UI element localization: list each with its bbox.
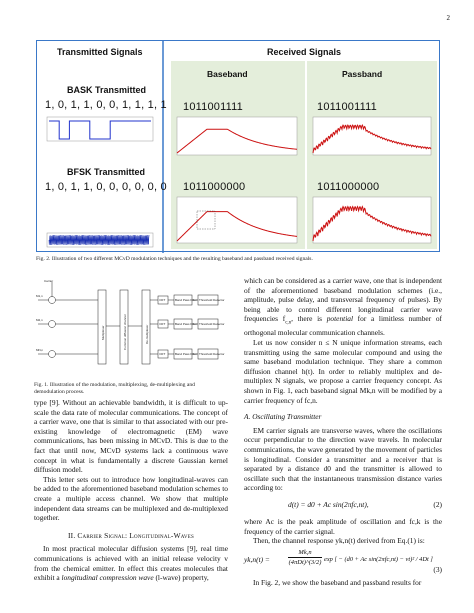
baseband-label: Baseband bbox=[207, 69, 248, 79]
threshold-label-3: Threshold Detector bbox=[199, 352, 225, 356]
left-column bbox=[34, 398, 228, 583]
right-para-4: where Ac is the peak amplitude of oscillation and fc,k is the frequency of the carrier signal. bbox=[244, 516, 442, 536]
threshold-label-1: Threshold Detector bbox=[199, 298, 225, 302]
passband-label: Passband bbox=[342, 69, 383, 79]
figure-1-diagram bbox=[34, 278, 225, 378]
channel-label: Common diffusion channel bbox=[123, 314, 127, 350]
rx-plot-top-base bbox=[177, 117, 297, 155]
figure-1 bbox=[34, 278, 225, 378]
bpf-label-1: Band Pass Filter bbox=[175, 298, 198, 302]
mn-label: MN,n bbox=[36, 348, 44, 352]
eq3-frac-num: Mk,n bbox=[288, 548, 322, 559]
rx-bits-bottom-pass: 1011000000 bbox=[317, 181, 380, 193]
right-para-1: which can be considered as a carrier wave, one that is independent of the aforementioned baseband modulation schemes (i.e., amplitude, pulse delay, and transversal frequency of pulses). By being able to control different longitudinal carrier wave frequencies $f_{c,n}$, there is potential for a limitless number of orthogonal molecular communication channels. bbox=[244, 276, 442, 338]
bask-label: BASK Transmitted bbox=[67, 85, 147, 95]
eq3-number: (3) bbox=[433, 564, 442, 574]
eq3-lhs: yk,n(t) = bbox=[244, 554, 270, 564]
page-number: 2 bbox=[446, 14, 450, 22]
figure-1-caption: Fig. 1. Illustration of the modulation, multiplexing, de-multiplexing and demodulation process. bbox=[34, 382, 195, 395]
demux-label: De-multiplexer bbox=[145, 324, 149, 344]
bfsk-label: BFSK Transmitted bbox=[67, 167, 146, 177]
figure-2-caption: Fig. 2. Illustration of two different MCvD modulation techniques and the resulting baseband and passband received signals. bbox=[36, 256, 313, 262]
bask-bits: 1, 0, 1, 1, 0, 0, 1, 1, 1, 1 bbox=[45, 99, 167, 111]
left-para-1: type [9]. Without an achievable bandwidth, it is difficult to up-scale the data rate of molecular communications. The concept of a carrier wave, one that is similar to that associated with our pre-existing knowledge of electromagnetic (EM) wave communications, has been missing in MCvD. This is due to the fact that until now, MCvD systems lack a continuous wave concept in what is fundamentally a discrete Gaussian kernel diffusion model. bbox=[34, 398, 228, 475]
right-para-3: EM carrier signals are transverse waves, where the oscillations occur perpendicular to the direction wave travels. In molecular communications, the wave generated by the movement of particles is longitudinal. Consider a transmitter and a receiver that is separated by a distance d0 and the transmitter is allowed to oscillate such that the instantaneous transmission distance varies according to: bbox=[244, 425, 442, 493]
right-para-2: Let us now consider n ≤ N unique information streams, each transmitting using the same molecular compound and using the same baseband modulation technique. They share a common diffusion channel h(t). In order to reliably multiplex and de-multiplex N signals, we propose a carrier frequency concept. As shown in Fig. 1, each baseband signal Mk,n will be modified by a carrier frequency of fc,n. bbox=[244, 338, 442, 405]
rx-bits-bottom-base: 1011000000 bbox=[183, 181, 246, 193]
eq3-frac bbox=[288, 548, 322, 568]
bpf-label-3: Band Pass Filter bbox=[175, 352, 198, 356]
transmitted-title: Transmitted Signals bbox=[57, 47, 143, 57]
rx-plot-top-pass bbox=[313, 117, 431, 155]
received-title: Received Signals bbox=[267, 47, 342, 57]
rx-bits-top-base: 1011001111 bbox=[183, 101, 243, 113]
left-para-3: In most practical molecular diffusion systems [9], real time communications is achieved with an initial release velocity v from the chemical emitter. In effect this creates molecules that exhibit a longitudinal compression wave (l-wave) property, bbox=[34, 544, 228, 583]
bpf-label-2: Band Pass Filter bbox=[175, 322, 198, 326]
m2-label: M2,n bbox=[36, 318, 43, 322]
subsection-title: A. Oscillating Transmitter bbox=[244, 412, 322, 422]
figure-2 bbox=[36, 40, 440, 252]
dft-label-2: DFT bbox=[159, 322, 166, 326]
rx-plot-bottom-base bbox=[177, 197, 297, 243]
dft-label-3: DFT bbox=[159, 352, 166, 356]
rx-bits-top-pass: 1011001111 bbox=[317, 101, 377, 113]
bfsk-bits: 1, 0, 1, 1, 0, 0, 0, 0, 0, 0 bbox=[45, 181, 167, 193]
bfsk-plot bbox=[47, 233, 153, 247]
equation-3 bbox=[244, 548, 442, 576]
eq3-frac-den: (4πDt)^(3/2) bbox=[288, 559, 322, 567]
eq2-body: d(t) = d0 + Ac sin(2πfc,nt), bbox=[288, 499, 369, 509]
rx-plot-bottom-pass bbox=[313, 197, 431, 243]
equation-2 bbox=[244, 496, 442, 514]
right-column bbox=[244, 276, 442, 587]
left-para-2: This letter sets out to introduce how longitudinal-waves can be added to the aforementioned baseband modulation schemes to create a multiple access channel. We show that multiple independent data streams can be multiplexed and de-multiplexed together. bbox=[34, 474, 228, 523]
multiplexer-label: Multiplexer bbox=[101, 325, 105, 340]
bask-plot bbox=[47, 117, 153, 141]
threshold-label-2: Threshold Detector bbox=[199, 322, 225, 326]
right-para-6: In Fig. 2, we show the baseband and passband results for bbox=[253, 577, 422, 587]
m1-label: M1,n bbox=[36, 294, 43, 298]
eq3-exp: exp [ − (d0 + Ac sin(2πfc,nt) − vt)² / 4Dt ] bbox=[324, 555, 433, 563]
carrier-label: Carrier bbox=[44, 279, 54, 283]
dft-label-1: DFT bbox=[159, 298, 166, 302]
right-para-5: Then, the channel response yk,n(t) derived from Eq.(1) is: bbox=[253, 536, 425, 546]
section-title: II. Carrier Signal: Longitudinal-Waves bbox=[68, 530, 194, 540]
eq2-number: (2) bbox=[433, 499, 442, 509]
